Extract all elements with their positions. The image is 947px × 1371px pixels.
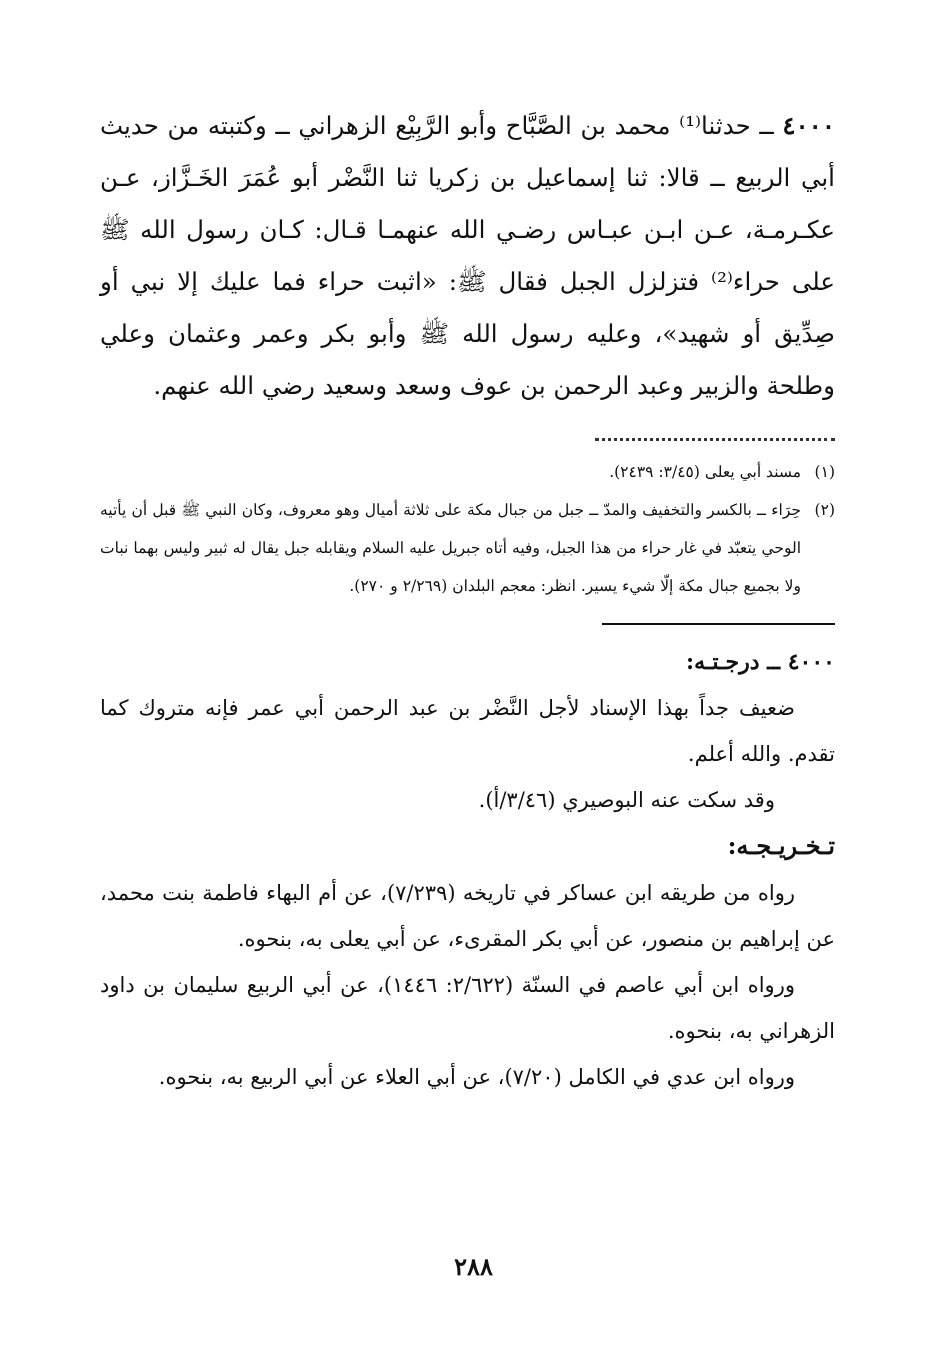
grade-heading: ٤٠٠٠ ــ درجـتـه:	[686, 649, 835, 675]
takhrij-paragraph-1: رواه من طريقه ابن عساكر في تاريخه (٧/٢٣٩)، عن أم البهاء فاطمة بنت محمد، عن إبراهيم بن منصور، عن أبي بكر المقرىء، عن أبي يعلى به، بنحوه.	[100, 881, 835, 951]
commentary	[100, 639, 835, 1100]
hadith-paragraph	[100, 100, 835, 412]
section-divider	[602, 623, 835, 625]
footnote-text: مسند أبي يعلى (٣/٤٥: ٢٤٣٩).	[609, 463, 801, 481]
takhrij-paragraph-3: ورواه ابن عدي في الكامل (٧/٢٠)، عن أبي العلاء عن أبي الربيع به، بنحوه.	[158, 1065, 795, 1089]
footnote-number: (١)	[814, 463, 835, 481]
page-body	[100, 100, 835, 1330]
grade-note: وقد سكت عنه البوصيري (٣/٤٦/أ).	[478, 788, 775, 812]
footnote-1	[100, 453, 835, 491]
footnote-2	[100, 491, 835, 605]
footnotes	[100, 453, 835, 605]
footnote-number: (٢)	[814, 501, 835, 519]
hadith-text: ــ حدثنا⁽¹⁾ محمد بن الصَّبَّاح وأبو الرَّبِيْع الزهراني ــ وكتبته من حديث أبي الربيع ــ قالا: ثنا إسماعيل بن زكريا ثنا النَّضْر أبو عُمَرَ الخَـزَّاز، عـن عكـرمـة، عـن ابـن عبـاس رضـي الله عنهمـا قـال: كـان رسول الله ﷺ على حراء⁽²⁾ فتزلزل الجبل فقال ﷺ: «اثبت حراء فما عليك إلا نبي أو صِدِّيق أو شهيد»، وعليه رسول الله ﷺ وأبو بكر وعمر وعثمان وعلي وطلحة والزبير وعبد الرحمن بن عوف وسعد وسعيد رضي الله عنهم.	[100, 111, 835, 400]
takhrij-heading: تـخـريـجـه:	[727, 831, 835, 860]
takhrij-paragraph-2: ورواه ابن أبي عاصم في السنّة (٢/٦٢٢: ١٤٤٦)، عن أبي الربيع سليمان بن داود الزهراني به، بنحوه.	[100, 973, 835, 1043]
page-number: ٢٨٨	[454, 1252, 493, 1281]
grade-paragraph: ضعيف جداً بهذا الإسناد لأجل النَّضْر بن عبد الرحمن أبي عمر فإنه متروك كما تقدم. والله أعلم.	[100, 696, 835, 766]
footnote-text: حِرَاء ــ بالكسر والتخفيف والمدّ ــ جبل من جبال مكة على ثلاثة أميال وهو معروف، وكان النبي ﷺ قبل أن يأتيه الوحي يتعبّد في غار حراء من هذا الجبل، وفيه أتاه جبريل عليه السلام ويقابله جبل يقال له ثبير وليس بهما نبات ولا بجميع جبال مكة إلّا شيء يسير. انظر: معجم البلدان (٢/٢٦٩ و ٢٧٠).	[100, 501, 801, 595]
hadith-number: ٤٠٠٠	[782, 111, 835, 140]
footnote-separator	[595, 428, 835, 441]
